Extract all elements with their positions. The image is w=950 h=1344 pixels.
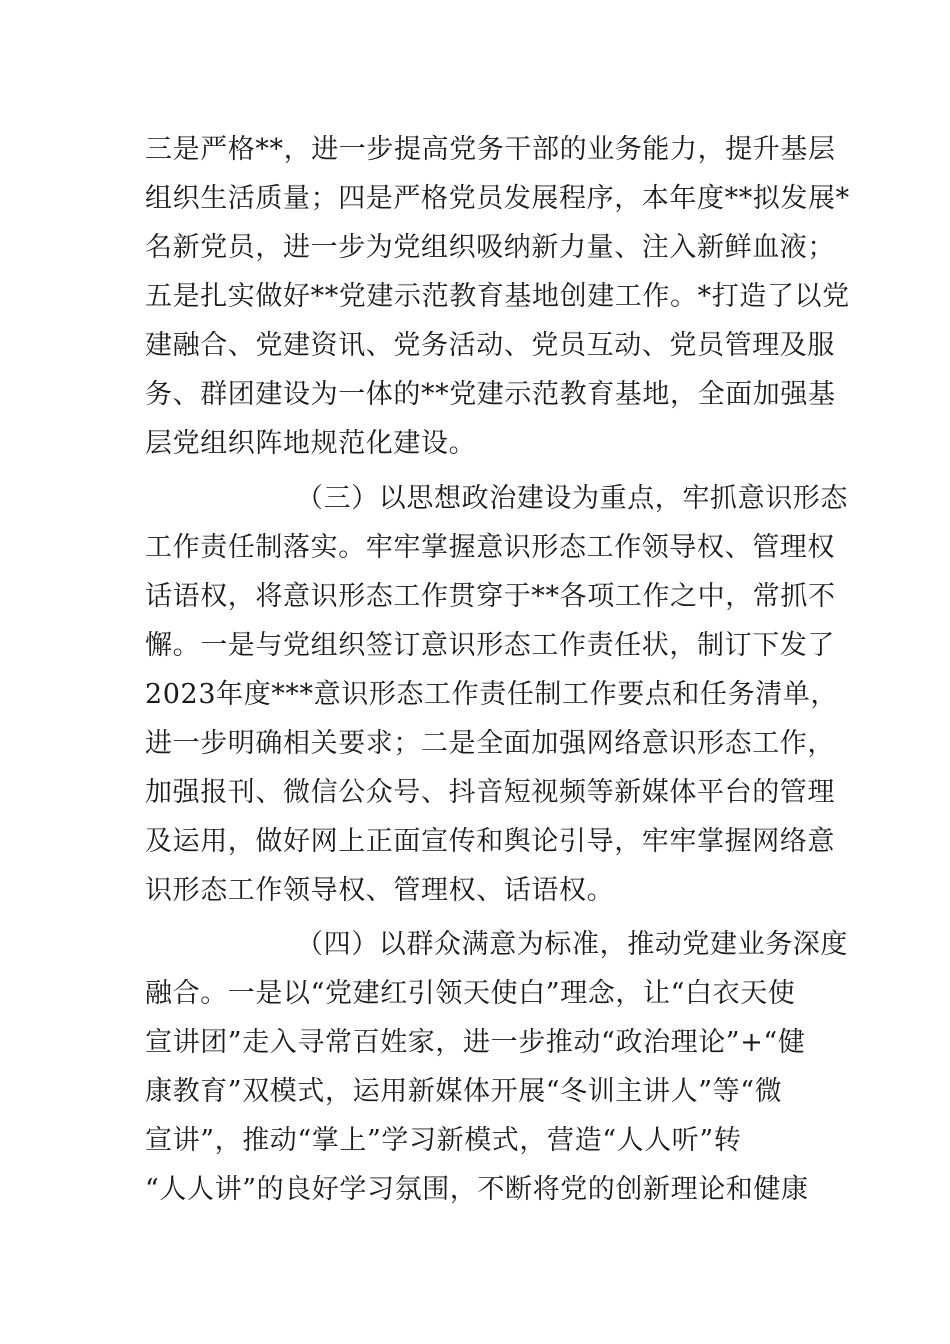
paragraph-1-line-7: 层党组织阵地规范化建设。 bbox=[145, 428, 477, 459]
paragraph-2-line-8: 及运用，做好网上正面宣传和舆论引导，牢牢掌握网络意 bbox=[145, 826, 835, 857]
paragraph-1-line-4: 五是扎实做好**党建示范教育基地创建工作。*打造了以党 bbox=[145, 281, 850, 312]
paragraph-2-line-2: 工作责任制落实。牢牢掌握意识形态工作领导权、管理权 bbox=[145, 532, 835, 563]
paragraph-1-line-6: 务、群团建设为一体的**党建示范教育基地，全面加强基 bbox=[145, 379, 836, 410]
paragraph-2-line-3: 话语权，将意识形态工作贯穿于**各项工作之中，常抓不 bbox=[145, 581, 836, 612]
paragraph-3-line-2: 融合。一是以“党建红引领天使白”理念，让“白衣天使 bbox=[145, 978, 796, 1009]
paragraph-2-line-7: 加强报刊、微信公众号、抖音短视频等新媒体平台的管理 bbox=[145, 777, 835, 808]
paragraph-3-line-6: “人人讲”的良好学习氛围，不断将党的创新理论和健康 bbox=[145, 1174, 809, 1205]
paragraph-1-line-1: 三是严格**，进一步提高党务干部的业务能力，提升基层 bbox=[145, 134, 836, 165]
paragraph-2-heading-line: （三）以思想政治建设为重点，牢抓意识形态 bbox=[296, 483, 848, 514]
paragraph-3-line-3: 宣讲团”走入寻常百姓家，进一步推动“政治理论”+“健 bbox=[145, 1027, 806, 1058]
paragraph-3-line-5: 宣讲”，推动“掌上”学习新模式，营造“人人听”转 bbox=[145, 1125, 742, 1156]
paragraph-1-line-5: 建融合、党建资讯、党务活动、党员互动、党员管理及服 bbox=[145, 330, 835, 361]
paragraph-1-line-3: 名新党员，进一步为党组织吸纳新力量、注入新鲜血液； bbox=[145, 232, 835, 263]
paragraph-2-line-4: 懈。一是与党组织签订意识形态工作责任状，制订下发了 bbox=[145, 630, 835, 661]
paragraph-2-line-5: 2023年度***意识形态工作责任制工作要点和任务清单， bbox=[145, 679, 839, 710]
paragraph-2-line-9: 识形态工作领导权、管理权、话语权。 bbox=[145, 875, 615, 906]
paragraph-1-line-2: 组织生活质量；四是严格党员发展程序，本年度**拟发展* bbox=[145, 183, 850, 214]
paragraph-3-line-4: 康教育”双模式，运用新媒体开展“冬训主讲人”等“微 bbox=[145, 1076, 783, 1107]
paragraph-3-heading-line: （四）以群众满意为标准，推动党建业务深度 bbox=[296, 929, 848, 960]
paragraph-2-line-6: 进一步明确相关要求；二是全面加强网络意识形态工作， bbox=[145, 728, 835, 759]
